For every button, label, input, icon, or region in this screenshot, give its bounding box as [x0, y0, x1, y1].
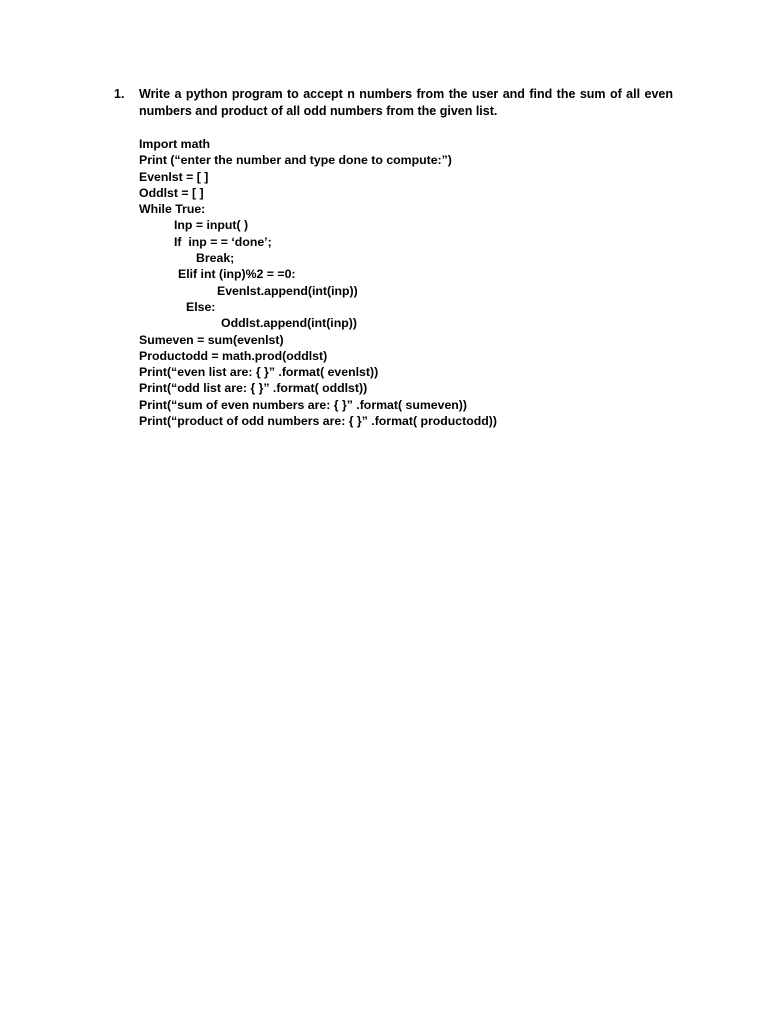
code-line: Break; — [196, 251, 235, 266]
code-line: Elif int (inp)%2 = =0: — [178, 267, 296, 282]
question-text: Write a python program to accept n numbers from the user and find the sum of all even numbers and product of all odd numbers from the given list. — [139, 87, 673, 118]
code-line: Productodd = math.prod(oddlst) — [139, 348, 328, 363]
code-line: Sumeven = sum(evenlst) — [139, 332, 284, 347]
code-line: While True: — [139, 202, 206, 217]
code-line: Print(“even list are: { }” .format( evenlst)) — [139, 365, 379, 380]
code-line: Evenlst.append(int(inp)) — [217, 283, 358, 298]
code-line: Print (“enter the number and type done to compute:”) — [139, 153, 452, 168]
code-block — [139, 136, 659, 429]
code-line: Oddlst = [ ] — [139, 185, 204, 200]
code-line: Evenlst = [ ] — [139, 169, 209, 184]
code-line: Oddlst.append(int(inp)) — [221, 316, 357, 331]
code-line: Print(“odd list are: { }” .format( oddlst)) — [139, 381, 368, 396]
code-line: Print(“product of odd numbers are: { }” .format( productodd)) — [139, 414, 497, 429]
code-line: Print(“sum of even numbers are: { }” .format( sumeven)) — [139, 397, 467, 412]
code-line: Import math — [139, 137, 211, 151]
code-line: Else: — [186, 299, 216, 314]
code-line: Inp = input( ) — [174, 218, 249, 233]
code-line: If inp = = ‘done’; — [174, 234, 272, 249]
question-number: 1. — [114, 87, 125, 101]
